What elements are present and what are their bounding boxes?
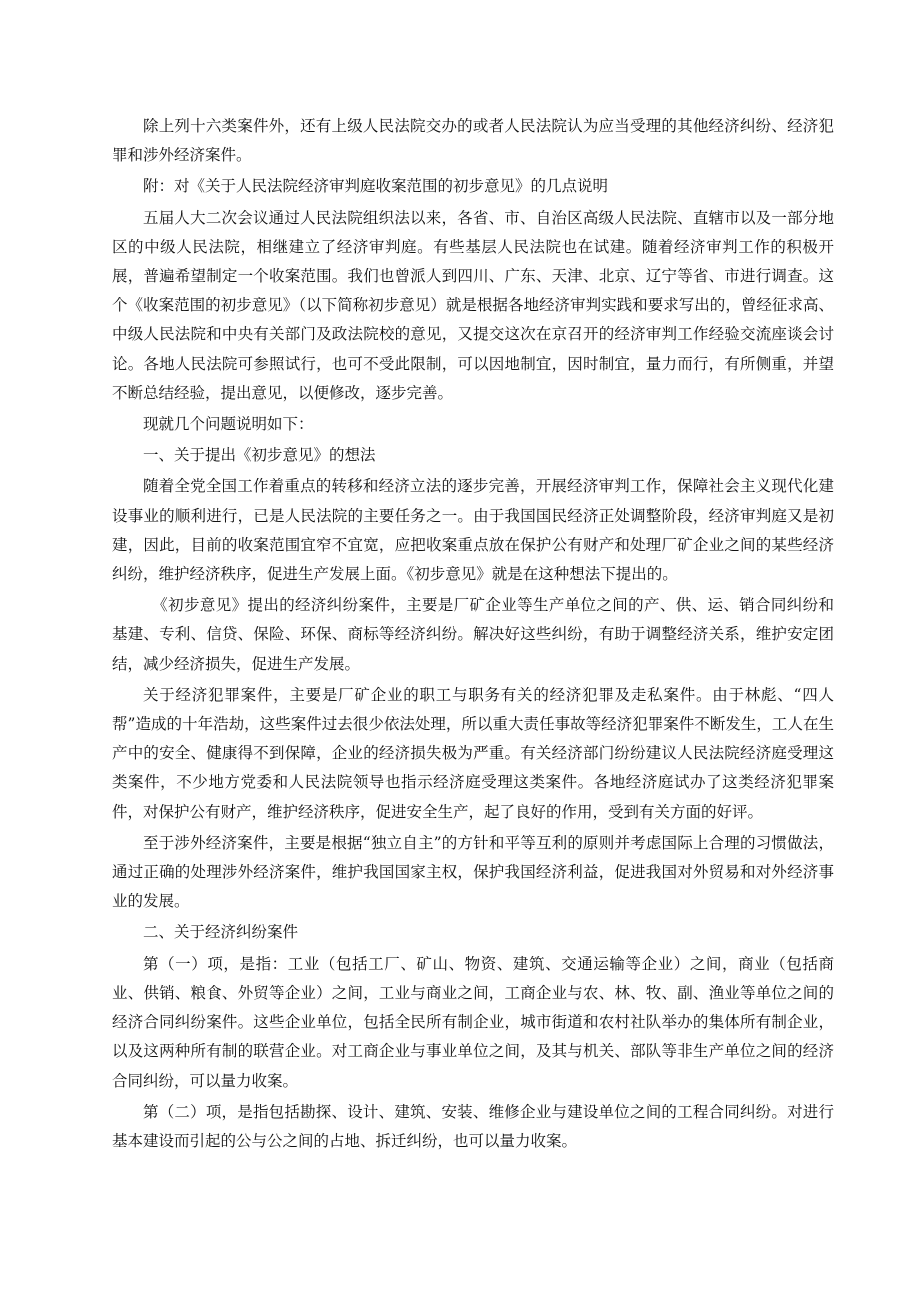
attachment-title: 附：对《关于人民法院经济审判庭收案范围的初步意见》的几点说明 xyxy=(143,177,609,196)
document-body xyxy=(112,112,834,1158)
paragraph-section-1-b: 《初步意见》提出的经济纠纷案件，主要是厂矿企业等生产单位之间的产、供、运、销合同纠纷和基建、专利、信贷、保险、环保、商标等经济纠纷。解决好这些纠纷，有助于调整经济关系，维护安定团结，减少经济损失，促进生产发展。 xyxy=(112,596,834,673)
section-heading-2: 二、关于经济纠纷案件 xyxy=(143,923,299,942)
paragraph-section-1-c: 关于经济犯罪案件，主要是厂矿企业的职工与职务有关的经济犯罪及走私案件。由于林彪、“四人帮”造成的十年浩劫，这些案件过去很少依法处理，所以重大责任事故等经济犯罪案件不断发生，工人在生产中的安全、健康得不到保障，企业的经济损失极为严重。有关经济部门纷纷建议人民法院经济庭受理这类案件，不少地方党委和人民法院领导也指示经济庭受理这类案件。各地经济庭试办了这类经济犯罪案件，对保护公有财产，维护经济秩序，促进安全生产，起了良好的作用，受到有关方面的好评。 xyxy=(112,685,834,821)
section-heading-1: 一、关于提出《初步意见》的想法 xyxy=(143,446,376,465)
paragraph-section-1-a: 随着全党全国工作着重点的转移和经济立法的逐步完善，开展经济审判工作，保障社会主义现代化建设事业的顺利进行，已是人民法院的主要任务之一。由于我国国民经济正处调整阶段，经济审判庭又是初建，因此，目前的收案范围宜窄不宜宽，应把收案重点放在保护公有财产和处理厂矿企业之间的某些经济纠纷，维护经济秩序，促进生产发展上面。《初步意见》就是在这种想法下提出的。 xyxy=(112,477,834,584)
paragraph-item-2: 第（二）项，是指包括勘探、设计、建筑、安装、维修企业与建设单位之间的工程合同纠纷。对进行基本建设而引起的公与公之间的占地、拆迁纠纷，也可以量力收案。 xyxy=(112,1102,834,1150)
paragraph-intro: 现就几个问题说明如下： xyxy=(143,415,314,434)
paragraph-background: 五届人大二次会议通过人民法院组织法以来，各省、市、自治区高级人民法院、直辖市以及一部分地区的中级人民法院，相继建立了经济审判庭。有些基层人民法院也在试建。随着经济审判工作的积极开展，普遍希望制定一个收案范围。我们也曾派人到四川、广东、天津、北京、辽宁等省、市进行调查。这个《收案范围的初步意见》（以下简称初步意见）就是根据各地经济审判实践和要求写出的，曾经征求高、中级人民法院和中央有关部门及政法院校的意见，又提交这次在京召开的经济审判工作经验交流座谈会讨论。各地人民法院可参照试行，也可不受此限制，可以因地制宜，因时制宜，量力而行，有所侧重，并望不断总结经验，提出意见，以便修改，逐步完善。 xyxy=(112,208,834,402)
paragraph-item-1: 第（一）项，是指：工业（包括工厂、矿山、物资、建筑、交通运输等企业）之间，商业（包括商业、供销、粮食、外贸等企业）之间，工业与商业之间，工商企业与农、林、牧、副、渔业等单位之间的经济合同纠纷案件。这些企业单位，包括全民所有制企业，城市街道和农村社队举办的集体所有制企业，以及这两种所有制的联营企业。对工商企业与事业单位之间，及其与机关、部队等非生产单位之间的经济合同纠纷，可以量力收案。 xyxy=(112,954,834,1090)
paragraph-1: 除上列十六类案件外，还有上级人民法院交办的或者人民法院认为应当受理的其他经济纠纷、经济犯罪和涉外经济案件。 xyxy=(112,117,834,165)
paragraph-section-1-d: 至于涉外经济案件，主要是根据“独立自主”的方针和平等互利的原则并考虑国际上合理的习惯做法，通过正确的处理涉外经济案件，维护我国国家主权，保护我国经济利益，促进我国对外贸易和对外经济事业的发展。 xyxy=(112,833,834,911)
